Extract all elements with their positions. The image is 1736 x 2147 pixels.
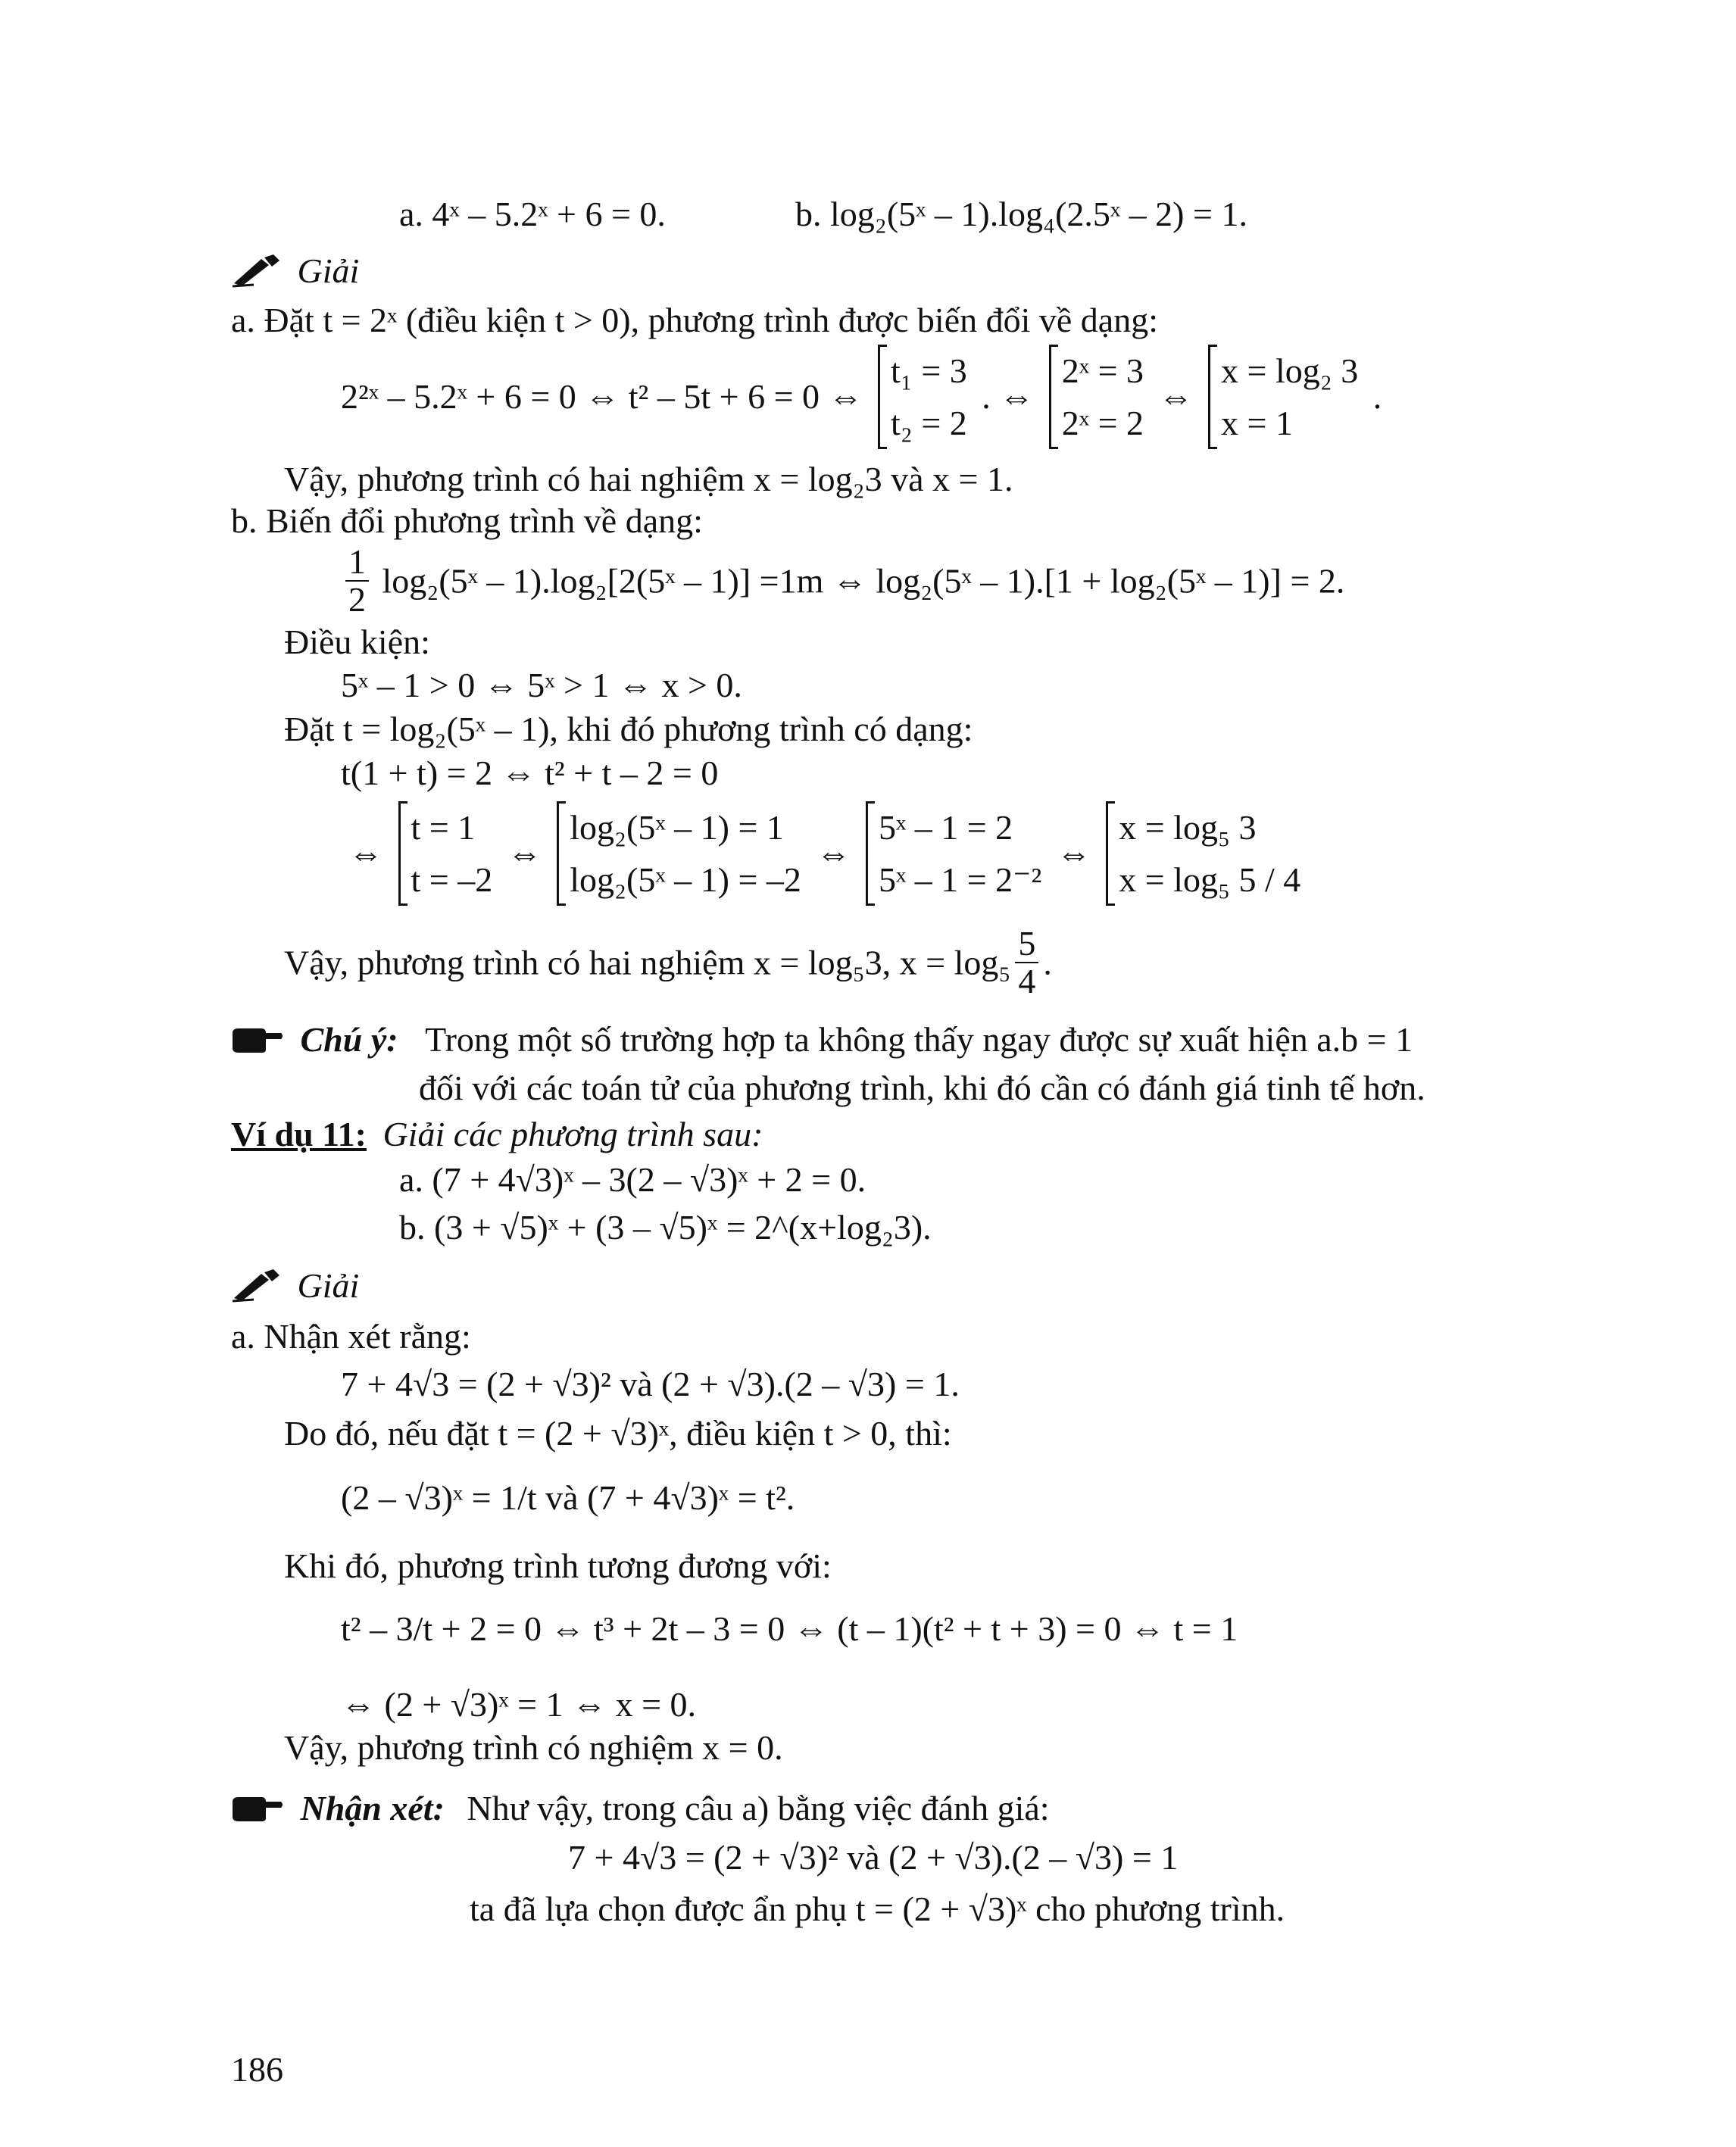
sol10a-intro: a. Đặt t = 2ˣ (điều kiện t > 0), phương trình được biến đổi về dạng: xyxy=(231,301,1159,339)
sol10b-condition-label: Điều kiện: xyxy=(284,623,430,661)
sol10b-condition: 5ˣ – 1 > 0 ⇔ 5ˣ > 1 ⇔ x > 0. xyxy=(341,666,742,704)
note2-line-2: ta đã lựa chọn được ẩn phụ t = (2 + √3)ˣ cho phương trình. xyxy=(470,1890,1285,1928)
sol11a-conclusion: Vậy, phương trình có nghiệm x = 0. xyxy=(284,1728,783,1767)
ex10-part-a: a. 4ˣ – 5.2ˣ + 6 = 0. xyxy=(399,195,666,233)
sol11a-substitution: Do đó, nếu đặt t = (2 + √3)ˣ, điều kiện t > 0, thì: xyxy=(284,1414,952,1453)
ex11-part-b: b. (3 + √5)ˣ + (3 – √5)ˣ = 2^(x+log₂3). xyxy=(399,1208,932,1247)
sol10b-equation-1: $\frac{1}{2}$ log₂(5ˣ – 1).log₂[2(5ˣ – 1)] =1m ⇔ log₂(5ˣ – 1).[1 + log₂(5ˣ – 1)] = 2. xyxy=(341,544,1344,619)
ex11-part-a: a. (7 + 4√3)ˣ – 3(2 – √3)ˣ + 2 = 0. xyxy=(399,1160,866,1199)
sol10b-system-d: x = log₅ 3 x = log₅ 5 / 4 xyxy=(1106,801,1300,906)
giai-heading-1: Giải xyxy=(231,254,359,294)
ex11-heading: Ví dụ 11: Giải các phương trình sau: xyxy=(231,1115,763,1153)
sol10b-conclusion: Vậy, phương trình có hai nghiệm x = log₅3, x = log₅ $\frac{5}{4}$ . xyxy=(284,924,1052,1001)
sol10b-intro: b. Biến đổi phương trình về dạng: xyxy=(231,501,703,540)
sol10a-equation: 2²ˣ – 5.2ˣ + 6 = 0 ⇔ t² – 5t + 6 = 0 ⇔ t₁ = 3 t₂ = 2 . ⇔ 2ˣ = 3 2ˣ = 2 ⇔ x = log₂ 3 x = 1 . xyxy=(341,345,1382,449)
sol10b-system-b: log₂(5ˣ – 1) = 1 log₂(5ˣ – 1) = –2 xyxy=(557,801,801,906)
sol10b-system-a: t = 1 t = –2 xyxy=(398,801,493,906)
sol10a-system-1: t₁ = 3 t₂ = 2 xyxy=(878,345,967,449)
ex10-part-b: b. log₂(5ˣ – 1).log₄(2.5ˣ – 2) = 1. xyxy=(795,195,1247,233)
sol11a-equation-2: (2 – √3)ˣ = 1/t và (7 + 4√3)ˣ = t². xyxy=(341,1478,795,1517)
sol10a-conclusion: Vậy, phương trình có hai nghiệm x = log₂3 và x = 1. xyxy=(284,460,1013,498)
sol10b-fraction-half: $\frac{1}{2}$ xyxy=(345,544,369,619)
note1-line-2: đối với các toán tử của phương trình, khi đó cần có đánh giá tinh tế hơn. xyxy=(419,1069,1425,1107)
sol10b-equivalence-chain: ⇔ t = 1 t = –2 ⇔ log₂(5ˣ – 1) = 1 log₂(5ˣ – 1) = –2 ⇔ 5ˣ – 1 = 2 5ˣ – 1 = 2⁻² ⇔ x = log₅ 3 x = log₅ 5 / 4 xyxy=(348,801,1307,906)
sol10b-equation-2: t(1 + t) = 2 ⇔ t² + t – 2 = 0 xyxy=(341,754,719,792)
note2: Nhận xét: Như vậy, trong câu a) bằng việc đánh giá: xyxy=(231,1791,1050,1829)
sol10a-system-2: 2ˣ = 3 2ˣ = 2 xyxy=(1049,345,1144,449)
writing-hand-icon xyxy=(231,1269,283,1309)
writing-hand-icon xyxy=(231,254,283,294)
sol11a-intro: a. Nhận xét rằng: xyxy=(231,1317,471,1356)
pointing-hand-icon xyxy=(231,1794,284,1829)
sol11a-equation-3: t² – 3/t + 2 = 0 ⇔ t³ + 2t – 3 = 0 ⇔ (t – 1)(t² + t + 3) = 0 ⇔ t = 1 xyxy=(341,1609,1238,1648)
page-number: 186 xyxy=(231,2050,283,2089)
note1: Chú ý: Trong một số trường hợp ta không thấy ngay được sự xuất hiện a.b = 1 xyxy=(231,1022,1413,1060)
sol10a-system-3: x = log₂ 3 x = 1 xyxy=(1208,345,1358,449)
sol10b-system-c: 5ˣ – 1 = 2 5ˣ – 1 = 2⁻² xyxy=(866,801,1041,906)
sol10b-substitution: Đặt t = log₂(5ˣ – 1), khi đó phương trình có dạng: xyxy=(284,710,973,748)
sol11a-equivalence: Khi đó, phương trình tương đương với: xyxy=(284,1546,832,1585)
sol10b-fraction-5-4: $\frac{5}{4}$ xyxy=(1015,925,1038,1000)
giai-heading-2: Giải xyxy=(231,1269,359,1309)
sol11a-equation-1: 7 + 4√3 = (2 + √3)² và (2 + √3).(2 – √3) = 1. xyxy=(341,1365,960,1403)
pointing-hand-icon xyxy=(231,1025,284,1060)
note2-equation: 7 + 4√3 = (2 + √3)² và (2 + √3).(2 – √3) = 1 xyxy=(568,1838,1179,1877)
sol11a-equation-4: ⇔ (2 + √3)ˣ = 1 ⇔ x = 0. xyxy=(341,1685,697,1724)
